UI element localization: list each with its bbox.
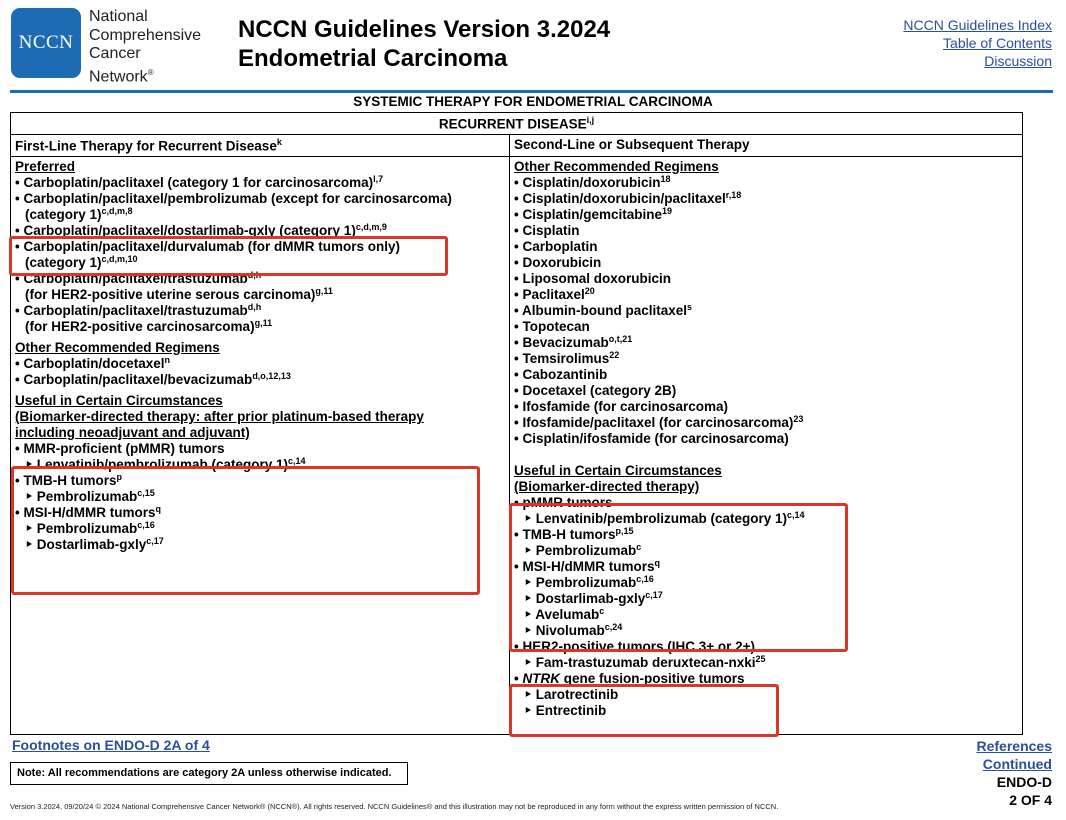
highlight-ntrk (509, 684, 779, 737)
footnote-ref: p (116, 472, 122, 482)
footnote-ref: g,11 (315, 286, 333, 296)
footnote-ref: q (654, 558, 660, 568)
biomarker-item (15, 441, 452, 457)
footnote-ref: 23 (793, 414, 804, 424)
org-name-line: Network® (89, 67, 154, 85)
regimen-item (514, 271, 805, 287)
list-item: ‣ Entrectinib (524, 703, 607, 718)
footnote-ref: c,16 (137, 520, 155, 530)
useful-heading: Useful in Certain Circumstances (15, 393, 223, 408)
recurrent-disease-header: RECURRENT DISEASE$^{i,j}$ (10, 112, 1023, 135)
footnote-ref: c,16 (636, 574, 654, 584)
ntrk-item: • NTRK gene fusion-positive tumors (514, 671, 745, 686)
regimen-item-cont (15, 287, 452, 303)
useful-subheading: (Biomarker-directed therapy: after prior platinum-based therapy (15, 409, 424, 424)
page-number: 2 OF 4 (1009, 792, 1052, 808)
footnote-ref: c,17 (645, 590, 663, 600)
org-name-line: National (89, 8, 148, 25)
item-text: ‣ Fam-trastuzumab deruxtecan-nxki (524, 655, 756, 670)
title-version: NCCN Guidelines Version 3.2024 (238, 16, 611, 43)
item-text: • Liposomal doxorubicin (514, 271, 671, 286)
item-text: • Cisplatin (514, 223, 580, 238)
regimen-item (15, 191, 452, 207)
item-text: • Cisplatin/gemcitabine (514, 207, 663, 222)
second-line-header: Second-Line or Subsequent Therapy (514, 137, 750, 152)
nccn-logo (11, 8, 81, 78)
item-text: • pMMR tumors (514, 495, 613, 510)
item-text: • Ifosfamide/paclitaxel (for carcinosarcoma) (514, 415, 794, 430)
item-text: • Carboplatin/paclitaxel/pembrolizumab (except for carcinosarcoma) (15, 191, 452, 206)
item-text: ‣ Avelumab (524, 607, 600, 622)
item-text: • HER2-positive tumors (IHC 3+ or 2+) (514, 639, 756, 654)
useful-subheading: (Biomarker-directed therapy) (514, 479, 700, 494)
highlight-durvalumab (9, 236, 448, 276)
footnote-ref: d,h (247, 302, 262, 312)
item-text: (category 1) (25, 207, 102, 222)
footnote-ref: s (686, 302, 692, 312)
footer-right (977, 737, 1053, 809)
footnote-ref: 19 (662, 206, 673, 216)
footnote-ref: p,15 (615, 526, 634, 536)
useful-subheading: including neoadjuvant and adjuvant) (15, 425, 250, 440)
column-header-rule (10, 156, 1023, 157)
continued-link[interactable]: Continued (982, 756, 1052, 772)
other-regimens-heading: Other Recommended Regimens (514, 159, 719, 174)
logo-text: NCCN (18, 32, 74, 53)
regimen-item (15, 303, 452, 319)
header-rule (10, 90, 1053, 93)
item-text: • TMB-H tumors (514, 527, 616, 542)
highlight-right-biomarker (509, 503, 848, 652)
item-text: (category 1) (25, 255, 102, 270)
item-text: • Bevacizumab (514, 335, 609, 350)
footnote-ref: r,18 (725, 190, 742, 200)
item-text: ‣ Pembrolizumab (25, 489, 138, 504)
regimen-item (514, 367, 805, 383)
item-text: • Albumin-bound paclitaxel (514, 303, 687, 318)
category-note: Note: All recommendations are category 2A unless otherwise indicated. (10, 762, 408, 785)
footnote-ref: 22 (609, 350, 620, 360)
footnote-ref: c,15 (137, 488, 155, 498)
regimen-item (514, 239, 805, 255)
discussion-link[interactable]: Discussion (984, 53, 1052, 69)
guidelines-index-link[interactable]: NCCN Guidelines Index (903, 17, 1052, 33)
item-text: • Carboplatin/docetaxel (15, 356, 165, 371)
footnote-ref: o,t,21 (608, 334, 633, 344)
footnote-ref: l,7 (373, 174, 384, 184)
regimen-item (514, 399, 805, 415)
item-text: ‣ Dostarlimab-gxly (25, 537, 147, 552)
item-text: • Docetaxel (category 2B) (514, 383, 677, 398)
item-text: • Cisplatin/ifosfamide (for carcinosarcoma) (514, 431, 789, 446)
org-name-line: Cancer (89, 45, 141, 62)
regimen-item (514, 351, 805, 367)
references-link[interactable]: References (976, 738, 1052, 754)
item-text: • Carboplatin/paclitaxel/trastuzumab (15, 303, 248, 318)
item-text: • MMR-proficient (pMMR) tumors (15, 441, 225, 456)
footnote-ref: d,h (247, 270, 262, 280)
item-text: ‣ Dostarlimab-gxly (524, 591, 646, 606)
footnote-ref: 18 (660, 174, 671, 184)
item-text: • Cisplatin/doxorubicin (514, 175, 661, 190)
first-line-header: First-Line Therapy for Recurrent Disease$^k$ (15, 137, 282, 154)
item-text: ‣ Pembrolizumab (524, 543, 637, 558)
regimen-item (15, 372, 452, 388)
item-text: ‣ Pembrolizumab (25, 521, 138, 536)
item-text: • Paclitaxel (514, 287, 585, 302)
item-text: • Carboplatin/paclitaxel/bevacizumab (15, 372, 253, 387)
title-disease: Endometrial Carcinoma (238, 45, 508, 72)
item-text: • Topotecan (514, 319, 590, 334)
org-name-line: Comprehensive (89, 26, 202, 44)
item-text: • Carboplatin/paclitaxel/trastuzumab (15, 271, 248, 286)
regimen-item (514, 255, 805, 271)
item-text: • Carboplatin/paclitaxel/dostarlimab-gxly (category 1) (15, 223, 356, 238)
regimen-item (514, 287, 805, 303)
item-text: ‣ Pembrolizumab (524, 575, 637, 590)
item-text: ‣ Nivolumab (524, 623, 605, 638)
footnote-ref: c (599, 606, 605, 616)
item-text: • TMB-H tumors (15, 473, 117, 488)
footnote-ref: d,o,12,13 (252, 371, 291, 381)
item-text: • MSI-H/dMMR tumors (514, 559, 655, 574)
highlight-left-biomarker (11, 466, 480, 595)
footnote-ref: c (636, 542, 642, 552)
top-nav-links (903, 16, 1052, 70)
useful-heading: Useful in Certain Circumstances (514, 463, 722, 478)
item-text: • Carboplatin/paclitaxel (category 1 for carcinosarcoma) (15, 175, 374, 190)
footnote-ref: q (155, 504, 161, 514)
footnote-ref: c,17 (146, 536, 164, 546)
footnote-ref: 25 (755, 654, 766, 664)
regimen-item-cont (15, 319, 452, 335)
regimen-item (514, 335, 805, 351)
regimen-item (514, 191, 805, 207)
regimen-item (15, 175, 452, 191)
item-text: • Carboplatin/paclitaxel/durvalumab (for dMMR tumors only) (15, 239, 401, 254)
page-code: ENDO-D (996, 774, 1052, 790)
item-text: • Carboplatin (514, 239, 598, 254)
document-title (238, 15, 610, 73)
preferred-heading: Preferred (15, 159, 76, 174)
item-text: • Ifosfamide (for carcinosarcoma) (514, 399, 729, 414)
regimen-item (514, 303, 805, 319)
footnote-ref: c,24 (604, 622, 623, 632)
list-item: ‣ Larotrectinib (524, 687, 619, 702)
regimen-item (514, 319, 805, 335)
footnote-ref: c,d,m,9 (355, 222, 387, 232)
footnote-ref: 20 (584, 286, 595, 296)
item-text: ‣ Lenvatinib/pembrolizumab (category 1) (524, 511, 788, 526)
regimen-item (15, 356, 452, 372)
regimen-item-cont (15, 207, 452, 223)
item-text: • Cabozantinib (514, 367, 608, 382)
regimen-item (514, 431, 805, 447)
item-text: • Doxorubicin (514, 255, 602, 270)
item-text: (for HER2-positive uterine serous carcinoma) (25, 287, 316, 302)
table-of-contents-link[interactable]: Table of Contents (943, 35, 1052, 51)
org-name (89, 8, 201, 86)
copyright-line: Version 3.2024, 09/20/24 © 2024 National Comprehensive Cancer Network® (NCCN®), All rights reserved. NCCN Guidelines® and this illustration may not be reproduced in any form without the express written permission of NCCN. (10, 802, 779, 811)
footnotes-link[interactable]: Footnotes on ENDO-D 2A of 4 (12, 737, 210, 753)
footnote-ref: c,d,m,10 (101, 254, 138, 264)
footnote-ref: g,11 (254, 318, 273, 328)
other-regimens-heading: Other Recommended Regimens (15, 340, 220, 355)
item-text: • Cisplatin/doxorubicin/paclitaxel (514, 191, 726, 206)
footnote-ref: c,14 (288, 456, 306, 466)
regimen-item (514, 175, 805, 191)
footnote-ref: n (164, 355, 171, 365)
regimen-item (514, 223, 805, 239)
biomarker-item (514, 655, 805, 671)
regimen-item (514, 415, 805, 431)
footnote-ref: c,d,m,8 (101, 206, 133, 216)
item-text: • MSI-H/dMMR tumors (15, 505, 156, 520)
regimen-item (514, 207, 805, 223)
footnote-ref: c,14 (787, 510, 805, 520)
regimen-item (514, 383, 805, 399)
section-title: SYSTEMIC THERAPY FOR ENDOMETRIAL CARCINOMA (353, 94, 713, 109)
item-text: ‣ Lenvatinib/pembrolizumab (category 1) (25, 457, 289, 472)
item-text: (for HER2-positive carcinosarcoma) (25, 319, 255, 334)
item-text: • Temsirolimus (514, 351, 610, 366)
